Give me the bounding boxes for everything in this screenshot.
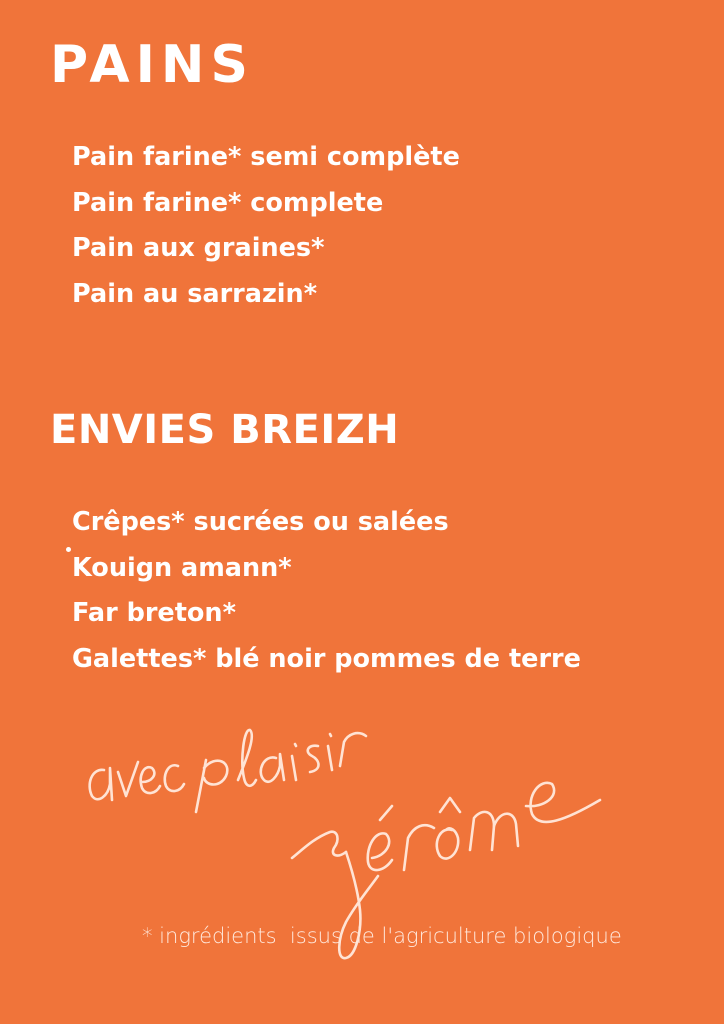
list-item: Pain farine* complete	[72, 187, 384, 218]
section-title-envies-breizh: ENVIES BREIZH	[50, 407, 400, 453]
list-item: Kouign amann*	[72, 552, 292, 583]
list-item: Pain aux graines*	[72, 233, 325, 263]
list-item: Galettes* blé noir pommes de terre	[72, 643, 581, 674]
envies-breizh-list	[72, 500, 581, 682]
bullet-dot	[66, 547, 71, 552]
section-title-pains: PAINS	[50, 35, 254, 95]
footnote-organic: * ingrédients issus de l'agriculture biologique	[142, 924, 622, 948]
list-item: Pain farine* semi complète	[72, 142, 460, 172]
list-item: Far breton*	[72, 598, 236, 628]
list-item: Pain au sarrazin*	[72, 278, 318, 309]
signature-line-avec-plaisir	[90, 730, 366, 812]
list-item: Crêpes* sucrées ou salées	[72, 507, 449, 537]
pains-list	[72, 135, 460, 317]
